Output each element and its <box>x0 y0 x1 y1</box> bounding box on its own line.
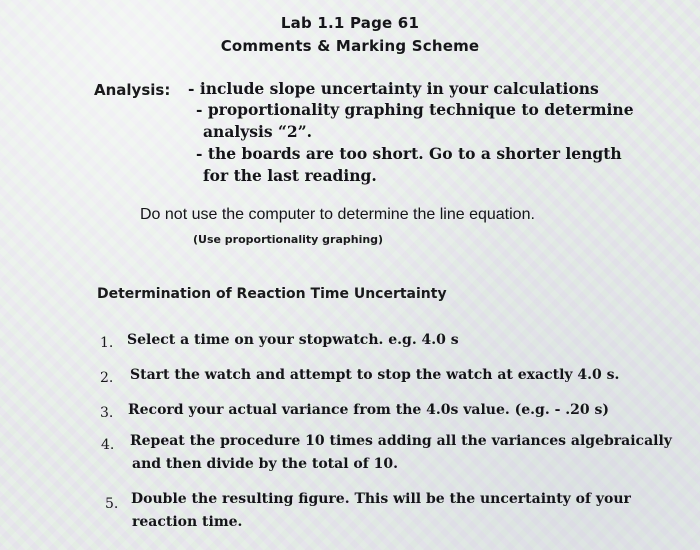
section-heading: Determination of Reaction Time Uncertainty <box>97 286 447 302</box>
step-text: Select a time on your stopwatch. e.g. 4.0 s <box>127 332 459 348</box>
step-number: 2. <box>100 370 114 386</box>
page-title: Lab 1.1 Page 61 <box>280 14 420 32</box>
computer-note: Do not use the computer to determine the line equation. <box>140 206 535 223</box>
step-text: Double the resulting figure. This will be the uncertainty of your <box>131 491 631 507</box>
step-text-continued: and then divide by the total of 10. <box>132 456 398 472</box>
step-text-continued: reaction time. <box>132 514 243 530</box>
step-text: Record your actual variance from the 4.0s value. (e.g. - .20 s) <box>128 402 609 418</box>
step-number: 1. <box>100 335 114 351</box>
step-text: Repeat the procedure 10 times adding all the variances algebraically <box>130 433 672 449</box>
page-subtitle: Comments & Marking Scheme <box>220 37 480 55</box>
step-number: 5. <box>105 496 119 512</box>
analysis-line: analysis “2”. <box>203 122 312 141</box>
analysis-label: Analysis: <box>94 81 171 99</box>
analysis-line: - the boards are too short. Go to a shorter length <box>196 144 622 163</box>
analysis-line: - include slope uncertainty in your calculations <box>188 79 599 98</box>
step-text: Start the watch and attempt to stop the watch at exactly 4.0 s. <box>130 367 620 383</box>
analysis-line: - proportionality graphing technique to determine <box>196 100 634 119</box>
analysis-line: for the last reading. <box>203 166 377 185</box>
graphing-note: (Use proportionality graphing) <box>193 233 384 246</box>
step-number: 4. <box>101 437 115 453</box>
step-number: 3. <box>100 405 114 421</box>
